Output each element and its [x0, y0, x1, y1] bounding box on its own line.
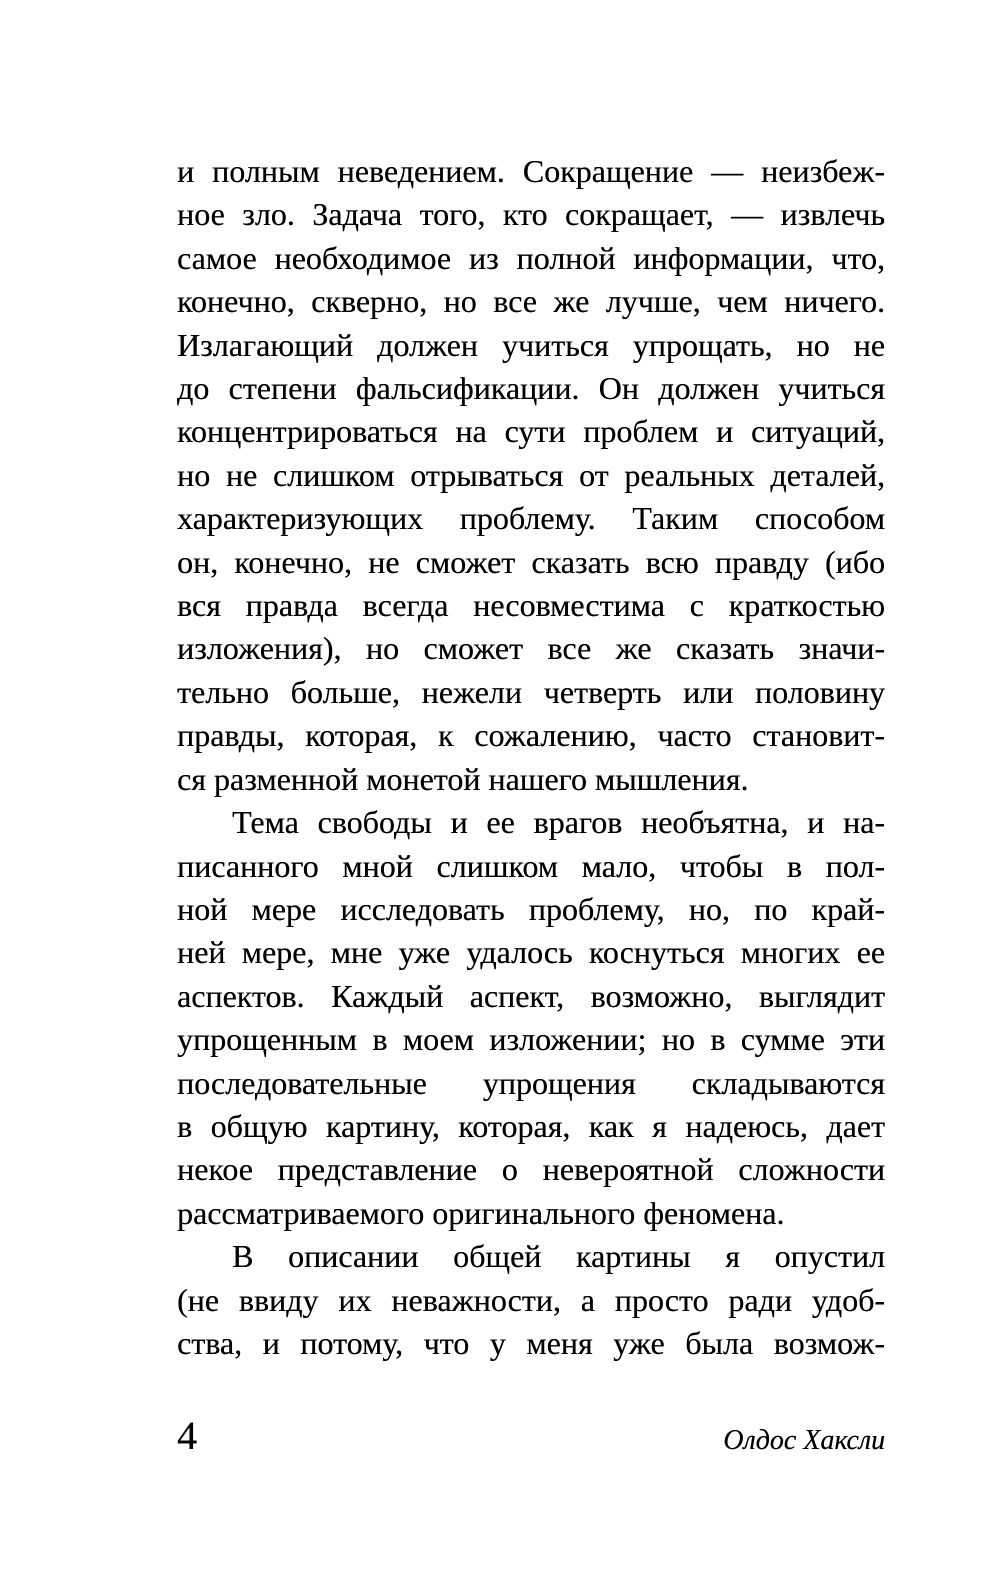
- text-line: но не слишком отрываться от реальных деталей,: [177, 456, 885, 493]
- text-line: изложения), но сможет все же сказать значи-: [177, 630, 885, 667]
- text-line: В описании общей картины я опустил: [232, 1238, 885, 1275]
- text-line: ное зло. Задача того, кто сокращает, — извлечь: [177, 196, 885, 233]
- text-line: ной мере исследовать проблему, но, по край-: [177, 890, 885, 927]
- text-line: ства, и потому, что у меня уже была возмож-: [177, 1324, 885, 1361]
- page-number: 4: [177, 1413, 197, 1458]
- text-line: последовательные упрощения складываются: [177, 1064, 885, 1101]
- text-line: самое необходимое из полной информации, что,: [177, 239, 885, 276]
- text-line: ся разменной монетой нашего мышления.: [177, 760, 749, 797]
- text-line: правды, которая, к сожалению, часто становит-: [177, 717, 885, 754]
- text-line: аспектов. Каждый аспект, возможно, выглядит: [177, 977, 885, 1014]
- text-line: упрощенным в моем изложении; но в сумме эти: [177, 1021, 885, 1058]
- text-line: он, конечно, не сможет сказать всю правду (ибо: [177, 543, 885, 580]
- text-line: писанного мной слишком мало, чтобы в пол-: [177, 847, 885, 884]
- text-line: характеризующих проблему. Таким способом: [177, 500, 885, 537]
- text-line: тельно больше, нежели четверть или половину: [177, 673, 885, 710]
- text-line: концентрироваться на сути проблем и ситуаций,: [177, 413, 885, 450]
- text-line: рассматриваемого оригинального феномена.: [177, 1194, 785, 1231]
- page-footer: [177, 1412, 885, 1459]
- text-line: до степени фальсификации. Он должен учиться: [177, 370, 885, 407]
- text-line: конечно, скверно, но все же лучше, чем ничего.: [177, 283, 885, 320]
- text-line: Излагающий должен учиться упрощать, но не: [177, 326, 885, 363]
- text-line: вся правда всегда несовместима с краткостью: [177, 587, 885, 624]
- text-line: (не ввиду их неважности, а просто ради удоб-: [177, 1281, 885, 1318]
- running-author: Олдос Хаксли: [723, 1425, 885, 1456]
- text-line: ней мере, мне уже удалось коснуться многих ее: [177, 934, 885, 971]
- text-block: [177, 150, 885, 1365]
- text-line: Тема свободы и ее врагов необъятна, и на-: [232, 804, 885, 841]
- text-line: некое представление о невероятной сложности: [177, 1151, 885, 1188]
- text-line: и полным неведением. Сокращение — неизбеж-: [177, 153, 885, 189]
- text-line: в общую картину, которая, как я надеюсь, дает: [177, 1107, 885, 1144]
